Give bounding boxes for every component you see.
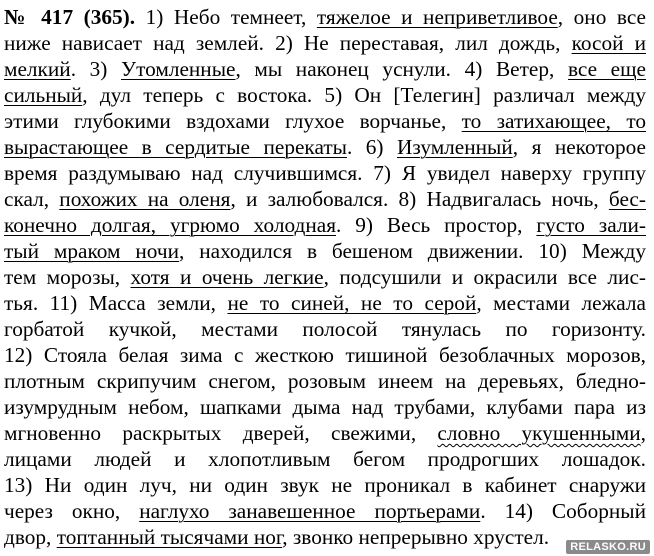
exercise-number: № 417 (365). [4, 5, 136, 29]
text-line [4, 498, 646, 524]
text-fragment: , я некоторое [512, 135, 646, 159]
text-fragment: 12) Стояла белая зима с жесткою тишиной безоблачных морозов, [4, 343, 646, 367]
text-fragment: плотным скрипучим снегом, розовым инеем на деревьях, бледно- [4, 369, 646, 393]
text-fragment: . 6) [346, 135, 397, 159]
text-fragment: тем морозы, [4, 265, 131, 289]
text-fragment: , мы наконец уснули. 4) Ветер, [235, 57, 568, 81]
text-line [4, 4, 646, 30]
text-fragment: , звонко непрерывно хрустел. [282, 525, 550, 549]
text-fragment: изумрудным небом, шапками дыма над трубами, клубами пара из [4, 395, 646, 419]
text-fragment: тья. 11) Масса земли, [4, 291, 228, 315]
text-fragment: , и залюбовался. 8) Надвигалась ночь, [230, 187, 609, 211]
text-fragment: 1) Небо темнеет, [135, 5, 317, 29]
underlined-phrase: все еще [567, 57, 646, 81]
underlined-phrase: Утомленные [121, 57, 236, 81]
text-line [4, 264, 646, 290]
text-line [4, 446, 646, 472]
underlined-phrase: бес- [608, 187, 646, 211]
text-line [4, 472, 646, 498]
text-line [4, 186, 646, 212]
text-fragment: этими глубокими вздохами глухое ворчанье, [4, 109, 462, 133]
underlined-phrase: густо зали- [536, 213, 646, 237]
text-fragment: мгновенно раскрытых дверей, свежими, [4, 421, 438, 445]
underlined-phrase: хотя и очень легкие [130, 265, 324, 289]
underlined-phrase: не то синей, не то серой [227, 291, 477, 315]
text-fragment: , подсушили и окрасили все лис- [323, 265, 646, 289]
text-line [4, 212, 646, 238]
text-fragment: , дул теперь с востока. 5) Он [Телегин] различал между [82, 83, 646, 107]
underlined-phrase: тый мраком ночи [4, 239, 179, 263]
text-line [4, 342, 646, 368]
underlined-phrase: косой и [571, 31, 646, 55]
underlined-phrase: конечно долгая, угрюмо холодная [4, 213, 336, 237]
underlined-phrase: Изумленный [396, 135, 513, 159]
text-fragment: , оно все [557, 5, 646, 29]
underlined-phrase: топтанный тысячами ног [56, 525, 283, 549]
text-fragment: . 14) Соборный [480, 499, 646, 523]
text-line [4, 134, 646, 160]
underlined-phrase: похожих на оленя [59, 187, 231, 211]
text-fragment: 13) Ни один луч, ни один звук не проникал в кабинет снаружи [4, 473, 646, 497]
underlined-phrase: мелкий [4, 57, 71, 81]
text-fragment: . 3) [70, 57, 121, 81]
text-fragment: время раздумываю над случившимся. 7) Я увидел наверху группу [4, 161, 646, 185]
text-fragment: ниже нависает над землей. 2) Не переставая, лил дождь, [4, 31, 572, 55]
text-line [4, 160, 646, 186]
text-line [4, 30, 646, 56]
text-line [4, 82, 646, 108]
site-watermark: RELASKO.RU [566, 540, 650, 554]
text-fragment: , местами лежала [476, 291, 647, 315]
text-fragment: двор, [4, 525, 57, 549]
text-fragment: , [640, 421, 646, 445]
wavy-underlined-phrase: словно укушенными [437, 421, 641, 445]
text-line [4, 56, 646, 82]
text-fragment: горбатой кучкой, местами полосой тянулась по горизонту. [4, 317, 646, 341]
underlined-phrase: то затихающее, то [461, 109, 646, 133]
text-line [4, 290, 646, 316]
text-line [4, 238, 646, 264]
text-line [4, 420, 646, 446]
text-line [4, 524, 646, 550]
text-fragment: лицами людей и хлопотливым бегом продрогших лошадок. [4, 447, 646, 471]
text-fragment: , находился в бешеном движении. 10) Между [179, 239, 646, 263]
text-line [4, 108, 646, 134]
text-fragment: скал, [4, 187, 60, 211]
underlined-phrase: вырастающее в сердитые перекаты [4, 135, 347, 159]
text-line [4, 394, 646, 420]
text-fragment: через окно, [4, 499, 140, 523]
text-fragment: . 9) Весь простор, [336, 213, 537, 237]
underlined-phrase: тяжелое и неприветливое [316, 5, 558, 29]
underlined-phrase: наглухо занавешенное портьерами [139, 499, 481, 523]
text-line [4, 316, 646, 342]
text-line [4, 368, 646, 394]
underlined-phrase: сильный [4, 83, 83, 107]
